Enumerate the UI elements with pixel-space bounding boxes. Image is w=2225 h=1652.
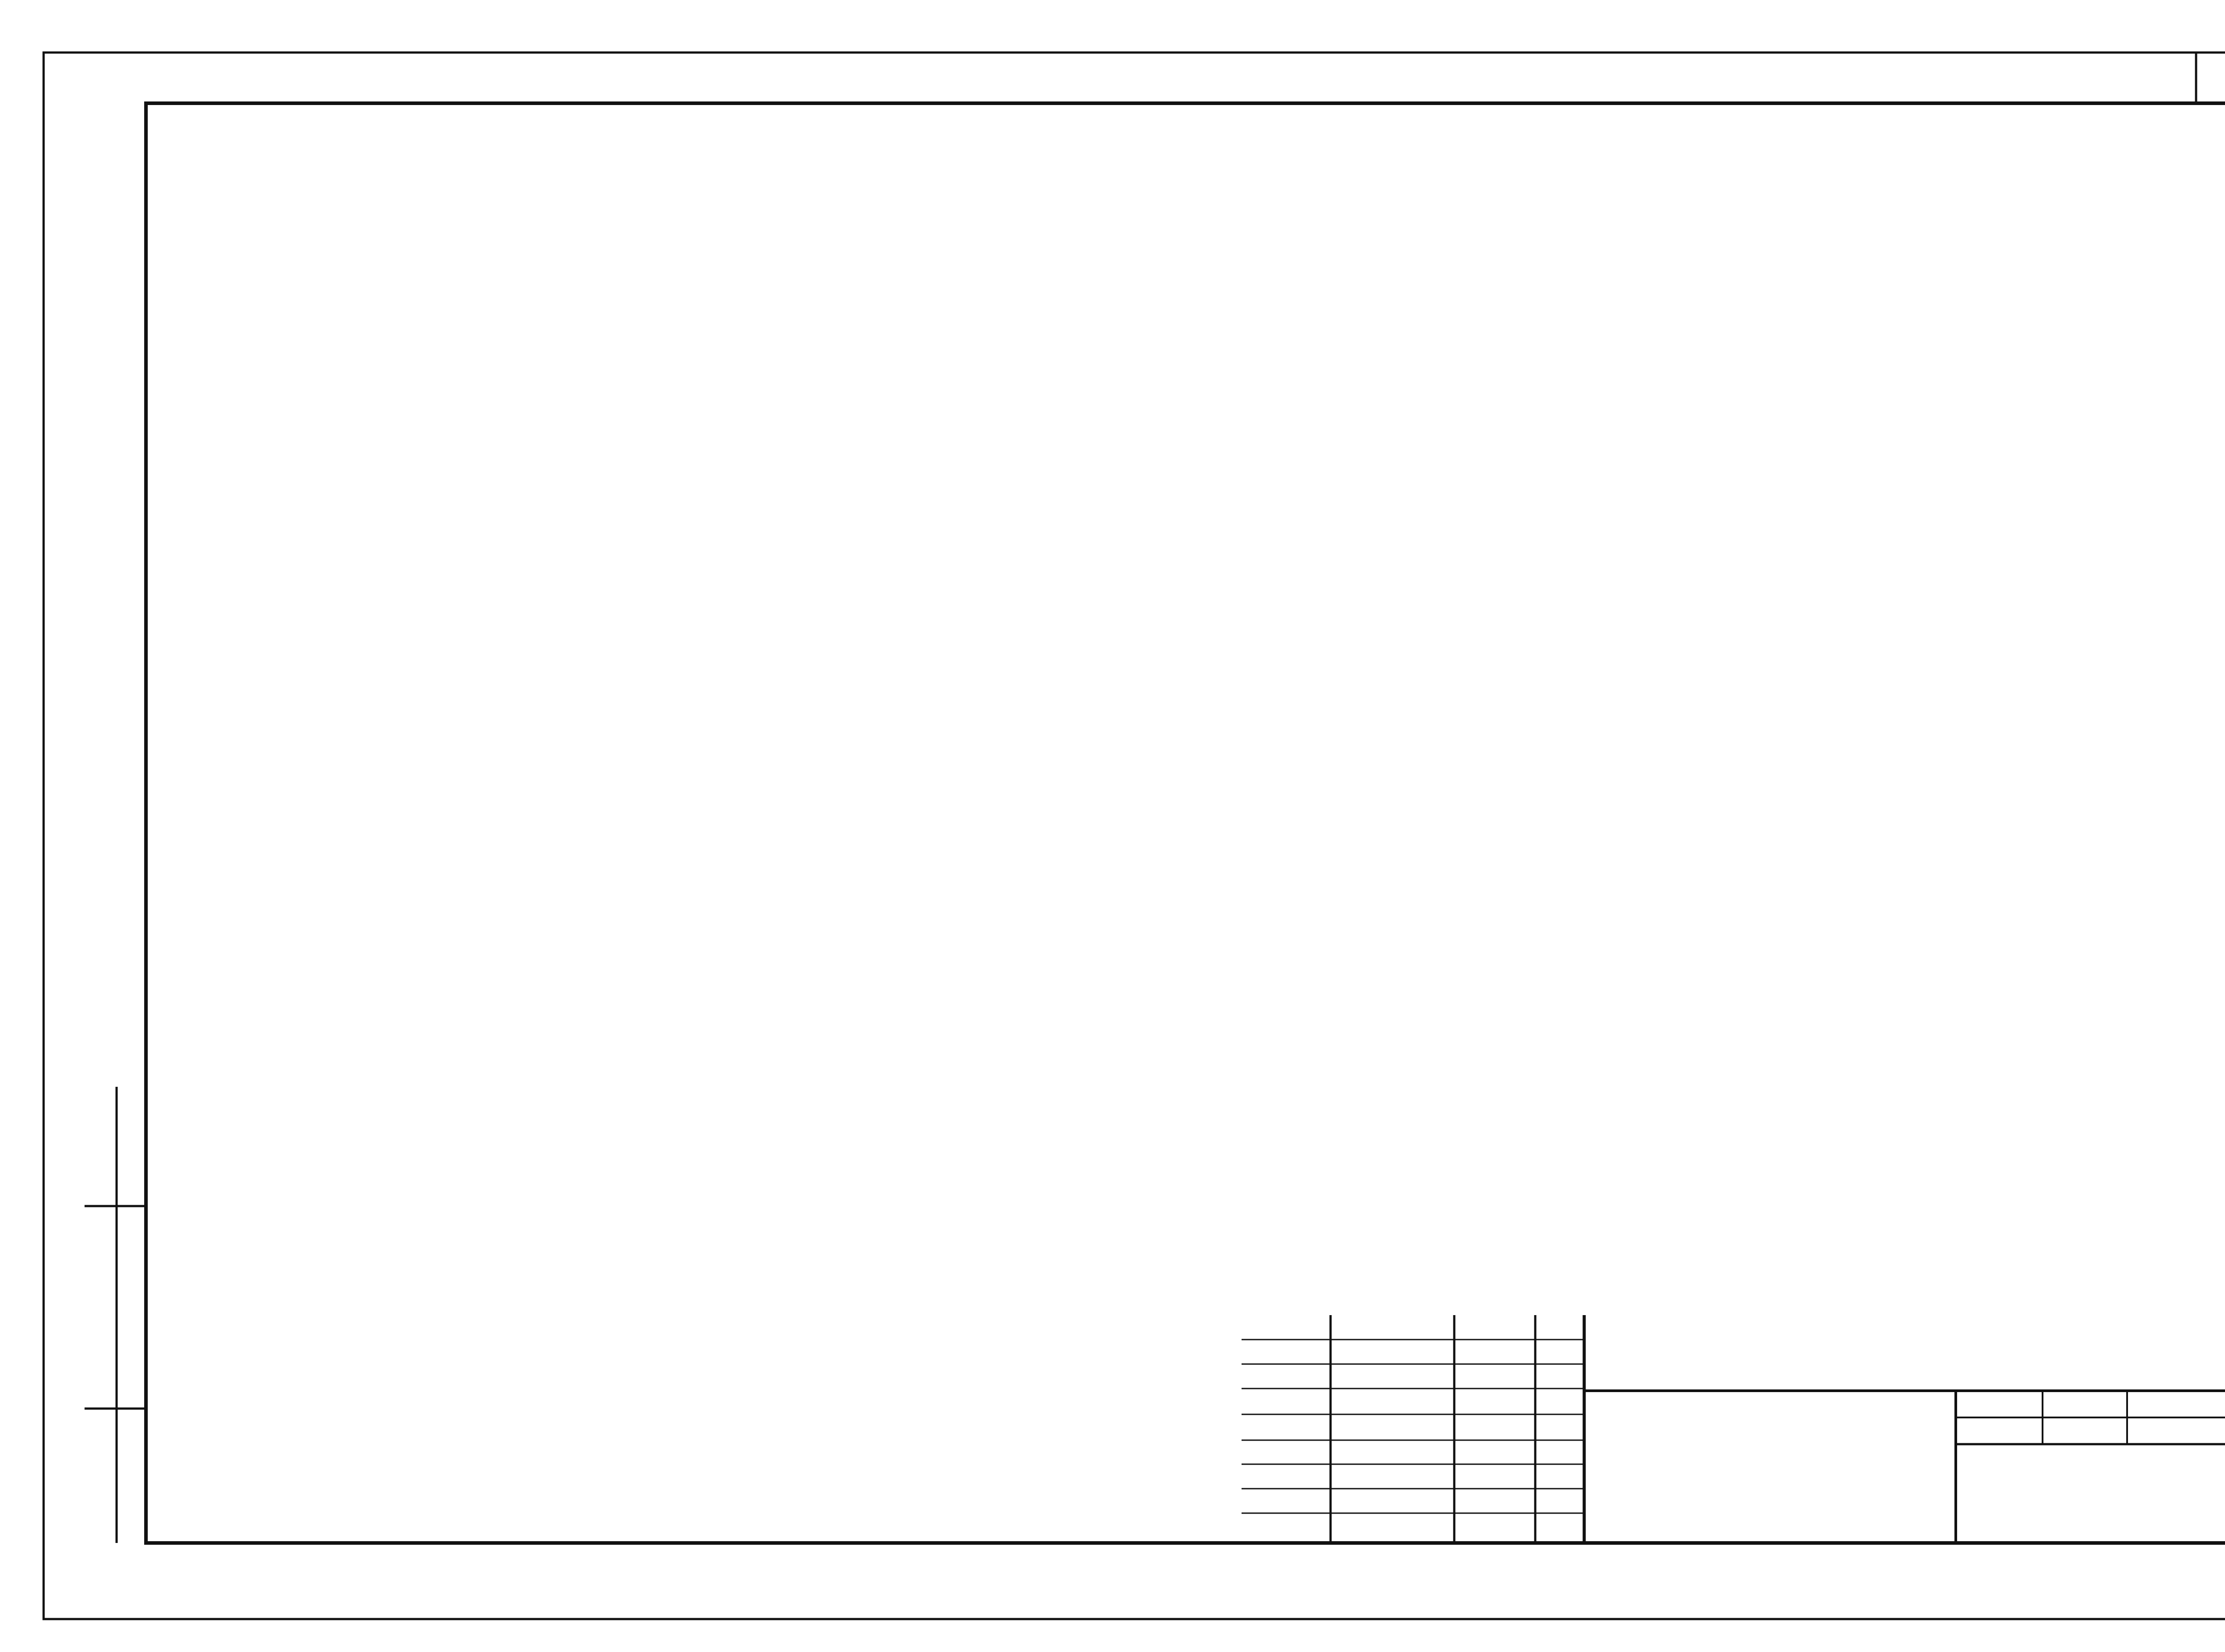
side-stamp <box>85 1087 146 1543</box>
drawing-frame <box>146 103 2225 1543</box>
outer-border <box>44 53 2225 1619</box>
title-block <box>1242 1315 2225 1543</box>
